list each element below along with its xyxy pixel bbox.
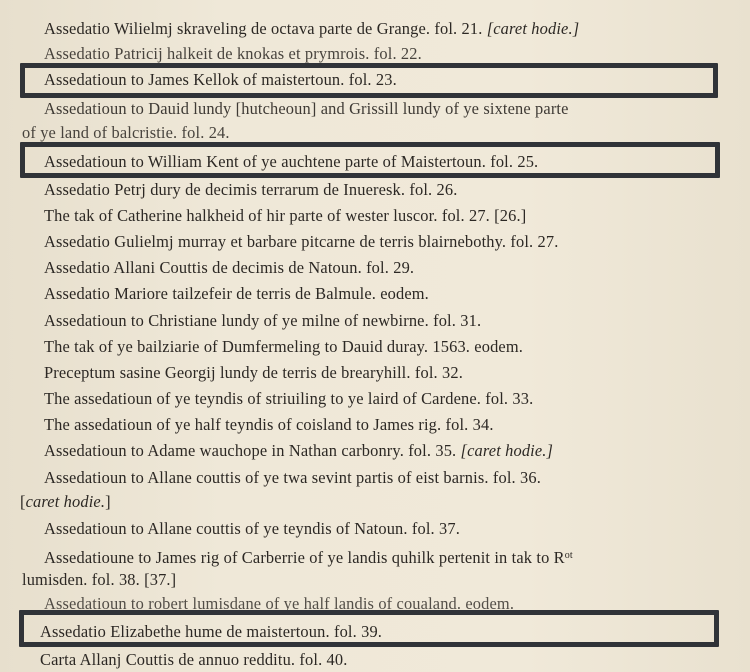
- entry-line: Assedatio Mariore tailzefeir de terris de Balmule. eodem.: [44, 284, 429, 303]
- entry-line: Assedatio Petrj dury de decimis terrarum de Inueresk. fol. 26.: [44, 180, 458, 199]
- highlight-box: [20, 142, 720, 178]
- entry-line: Carta Allanj Couttis de annuo redditu. fol. 40.: [40, 650, 348, 669]
- entry-line: Assedatioune to James rig of Carberrie of ye landis quhilk pertenit in tak to $R^{ot}$: [44, 548, 573, 567]
- entry-line: of ye land of balcristie. fol. 24.: [22, 123, 230, 142]
- entry-line: Assedatioun to William Kent of ye auchtene parte of Maistertoun. fol. 25.: [44, 152, 539, 171]
- entry-line: Assedatioun to robert lumisdane of ye half landis of coualand. eodem.: [44, 594, 515, 613]
- entry-line: Assedatio Wilielmj skraveling de octava parte de Grange. fol. 21. [caret hodie.]: [44, 19, 580, 38]
- entry-line: Preceptum sasine Georgij lundy de terris de brearyhill. fol. 32.: [44, 363, 463, 382]
- entry-line: The assedatioun of ye half teyndis of coisland to James rig. fol. 34.: [44, 415, 494, 434]
- entry-line: Assedatio Elizabethe hume de maistertoun. fol. 39.: [40, 622, 383, 641]
- entry-line: Assedatio Gulielmj murray et barbare pitcarne de terris blairnebothy. fol. 27.: [44, 232, 559, 251]
- entry-line: Assedatioun to Allane couttis of ye teyndis of Natoun. fol. 37.: [44, 519, 460, 538]
- highlight-box: [20, 63, 718, 98]
- entry-line: lumisden. fol. 38. [37.]: [22, 570, 177, 589]
- entry-line: The tak of ye bailziarie of Dumfermeling to Dauid duray. 1563. eodem.: [44, 337, 523, 356]
- highlight-box: [19, 610, 719, 647]
- entry-line: The tak of Catherine halkheid of hir parte of wester luscor. fol. 27. [26.]: [44, 206, 527, 225]
- entry-line: Assedatioun to Dauid lundy [hutcheoun] and Grissill lundy of ye sixtene parte: [44, 99, 569, 118]
- entry-line: Assedatioun to Christiane lundy of ye milne of newbirne. fol. 31.: [44, 311, 482, 330]
- entry-line: Assedatio Allani Couttis de decimis de Natoun. fol. 29.: [44, 258, 415, 277]
- entry-line: The assedatioun of ye teyndis of striuiling to ye laird of Cardene. fol. 33.: [44, 389, 534, 408]
- entry-line: Assedatioun to Adame wauchope in Nathan carbonry. fol. 35. [caret hodie.]: [44, 441, 554, 460]
- entry-line: Assedatioun to Allane couttis of ye twa sevint partis of eist barnis. fol. 36.: [44, 468, 541, 487]
- entry-line: Assedatioun to James Kellok of maistertoun. fol. 23.: [44, 70, 397, 89]
- entry-line: Assedatio Patricij halkeit de knokas et prymrois. fol. 22.: [44, 44, 422, 63]
- entry-line: [caret hodie.]: [20, 492, 111, 511]
